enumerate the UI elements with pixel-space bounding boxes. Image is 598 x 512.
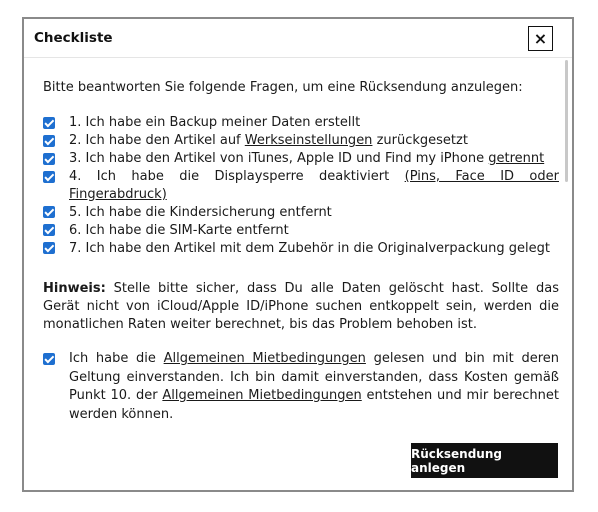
create-return-button[interactable]: Rücksendung anlegen [411,443,558,478]
dialog-content [24,58,572,490]
checkbox-display-lock[interactable] [43,171,55,183]
close-button[interactable] [528,26,553,51]
label-text: zurückgesetzt [372,133,468,148]
checkbox-sim[interactable] [43,224,55,236]
factory-settings-link[interactable]: Werkseinstellungen [244,133,373,148]
hint-text [43,280,559,334]
label-text: gelesen und bin mit deren Geltung einverstanden. Ich bin damit einverstanden, dass Kosten gemäß Punkt 10. der [69,351,559,403]
checklist-item-disconnect [43,150,559,168]
checklist-item-label: 1. Ich habe ein Backup meiner Daten erstellt [69,115,361,130]
checklist-item-label: 5. Ich habe die Kindersicherung entfernt [69,204,332,220]
dialog-header [24,19,572,58]
checklist-item-label: 7. Ich habe den Artikel mit dem Zubehör in die Originalverpackung gelegt [69,240,550,256]
checkbox-backup[interactable] [43,117,55,129]
hint-label: Hinweis: [43,281,106,296]
hint-body: Stelle bitte sicher, dass Du alle Daten gelöscht hast. Sollte das Gerät nicht von iCloud/Apple ID/iPhone suchen entkoppelt sein, werden die monatlichen Raten weiter berechnet, bis das Problem behoben ist. [43,281,559,332]
disconnected-link[interactable]: getrennt [488,151,545,166]
label-text: Ich habe die [69,351,164,366]
label-text: 4. Ich habe die Displaysperre deaktiviert [69,169,405,184]
checkbox-agreement[interactable] [43,353,55,365]
rental-terms-link[interactable]: Allgemeinen Mietbedingungen [163,351,366,366]
agreement-label [69,350,559,424]
intro-text: Bitte beantworten Sie folgende Fragen, um eine Rücksendung anzulegen: [43,80,523,95]
checklist-item-packaging [43,240,559,258]
label-text: 3. Ich habe den Artikel von iTunes, Apple ID und Find my iPhone [69,151,489,166]
label-text: entstehen und mir berechnet werden können. [69,388,559,422]
checklist [43,114,559,258]
label-text: 2. Ich habe den Artikel auf [69,133,245,148]
checkbox-parental-control[interactable] [43,206,55,218]
checklist-item-parental-control [43,204,559,222]
checkbox-packaging[interactable] [43,242,55,254]
checklist-item-label: 6. Ich habe die SIM-Karte entfernt [69,222,289,238]
checkbox-disconnect[interactable] [43,153,55,165]
checklist-item-factory-reset [43,132,559,150]
agreement-item [43,350,559,424]
checkbox-factory-reset[interactable] [43,135,55,147]
checklist-item-label [69,132,559,150]
checklist-item-backup [43,114,559,132]
dialog-title: Checkliste [34,30,113,46]
display-lock-link[interactable]: (Pins, Face ID oder Fingerabdruck) [69,169,559,202]
checklist-item-display-lock [43,168,559,203]
checklist-item-label [69,168,559,203]
checklist-dialog [22,17,574,492]
rental-terms-link[interactable]: Allgemeinen Mietbedingungen [162,388,362,403]
close-icon: × [533,28,548,48]
checklist-item-label [69,150,559,168]
checklist-item-sim [43,222,559,240]
